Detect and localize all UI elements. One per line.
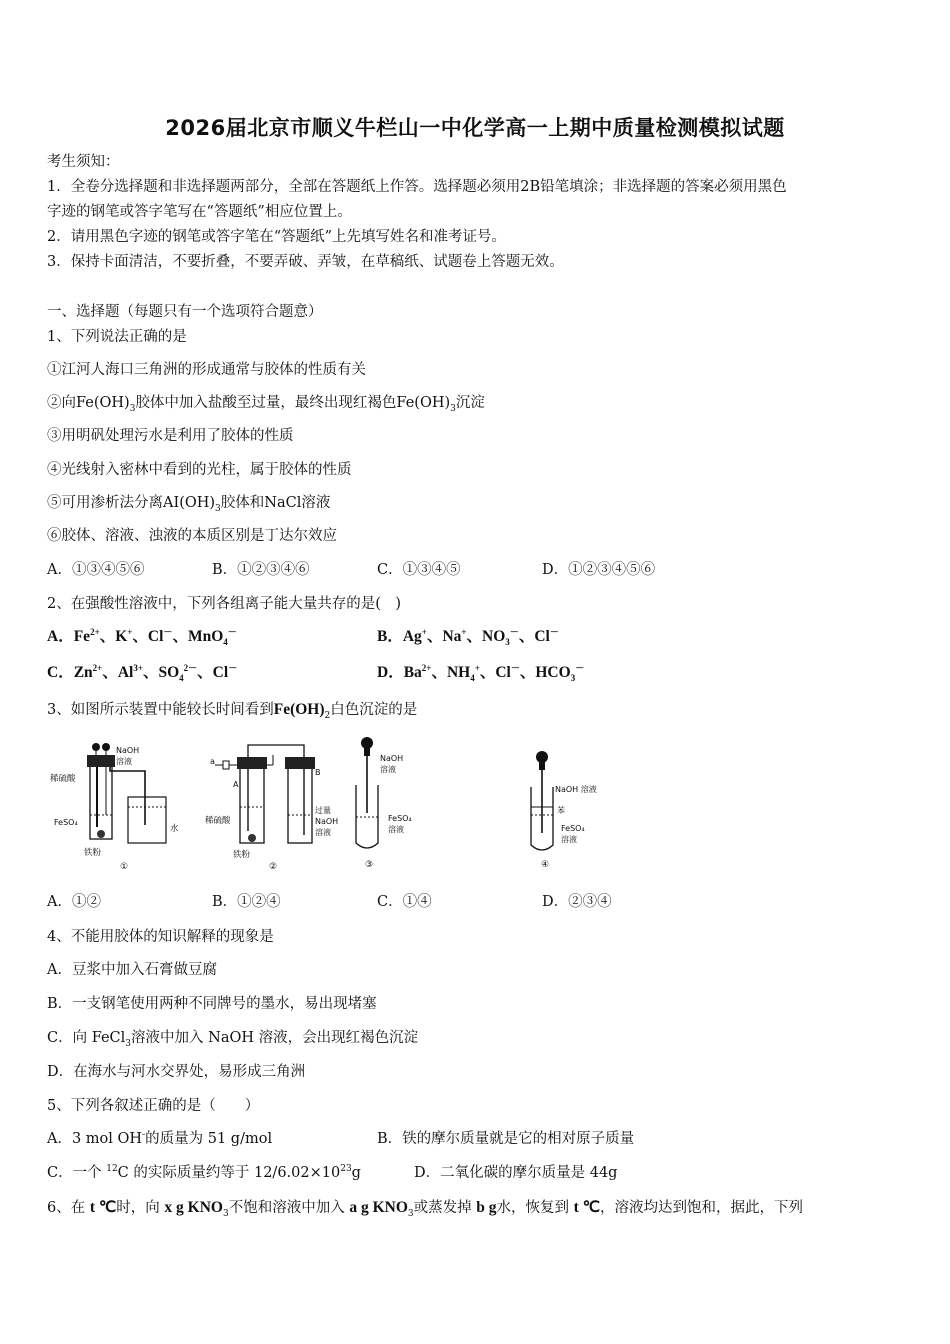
fig4-label-benzene: 苯 xyxy=(557,806,565,815)
fig3-label-naoh-sol: 溶液 xyxy=(380,765,396,774)
fig2-label-fe: 铁粉 xyxy=(233,850,251,860)
q5-option-b[interactable]: B．铁的摩尔质量就是它的相对原子质量 xyxy=(377,1131,635,1147)
notice-line-1a: 1．全卷分选择题和非选择题两部分，全部在答题纸上作答。选择题必须用2B铅笔填涂；非选择题的答案必须用黑色 xyxy=(47,179,787,195)
q2-option-c[interactable]: C．$Zn^{2+}$、$Al^{3+}$、$SO_4^{2-}$、Cl－ xyxy=(47,662,238,684)
notice-line-3: 3．保持卡面清洁，不要折叠，不要弄破、弄皱，在草稿纸、试题卷上答题无效。 xyxy=(47,254,564,270)
fig4-label-naoh: NaOH 溶液 xyxy=(555,785,597,794)
q4-option-b[interactable]: B．一支钢笔使用两种不同牌号的墨水，易出现堵塞 xyxy=(47,996,377,1012)
fig3-label-naoh: NaOH xyxy=(380,754,404,763)
fig4-label-sol: 溶液 xyxy=(561,835,577,844)
fig2-label-over: 过量 xyxy=(315,806,331,815)
section-heading: 一、选择题（每题只有一个选项符合题意） xyxy=(47,304,323,320)
q6-stem: 6、在 t ℃时，向 x g $KNO_3$不饱和溶液中加入 a g $KNO_3$或蒸发掉 b g水，恢复到 t ℃，溶液均达到饱和，据此，下列 xyxy=(47,1199,804,1219)
q4-option-c[interactable]: C．向 FeCl$_3$溶液中加入 NaOH 溶液，会出现红褐色沉淀 xyxy=(47,1030,419,1049)
fig1-number: ① xyxy=(120,862,129,872)
q3-option-b[interactable]: B．①②④ xyxy=(212,894,281,910)
q2-option-b[interactable]: B．Ag+、Na+、$NO_3^-$、Cl－ xyxy=(377,626,559,648)
q3-option-d[interactable]: D．②③④ xyxy=(542,894,612,910)
fig2-number: ② xyxy=(269,862,278,872)
q5-option-c[interactable]: C．一个 $^{12}$C 的实际质量约等于 $12/6.02\times 10^{23}g$ xyxy=(47,1164,361,1181)
q3-option-c[interactable]: C．①④ xyxy=(377,894,432,910)
q1-option-c[interactable]: C．①③④⑤ xyxy=(377,562,461,578)
q3-option-a[interactable]: A．①② xyxy=(47,894,101,910)
apparatus-figure-2 xyxy=(205,735,345,875)
fig2-label-A: A xyxy=(233,780,239,789)
fig3-label-feso4: FeSO₄ xyxy=(388,814,412,823)
fig2-label-naoh: NaOH xyxy=(315,817,339,826)
page-title: 2026届北京市顺义牛栏山一中化学高一上期中质量检测模拟试题 xyxy=(165,116,785,140)
q1-option-b[interactable]: B．①②③④⑥ xyxy=(212,562,310,578)
fig2-label-acid: 稀硫酸 xyxy=(205,816,231,826)
q1-option-a[interactable]: A．①③④⑤⑥ xyxy=(47,562,145,578)
fig3-label-sol: 溶液 xyxy=(388,825,404,834)
q1-statement-2: ②向$Fe(OH)_3$胶体中加入盐酸至过量，最终出现红褐色$Fe(OH)_3$沉淀 xyxy=(47,395,485,414)
q5-stem: 5、下列各叙述正确的是（ ） xyxy=(47,1098,260,1114)
q1-statement-1: ①江河人海口三角洲的形成通常与胶体的性质有关 xyxy=(47,362,366,378)
fig1-label-acid: 稀硫酸 xyxy=(50,774,76,784)
q1-statement-5: ⑤可用渗析法分离$AI(OH)_3$胶体和NaCl溶液 xyxy=(47,495,331,514)
q2-option-a[interactable]: A．$Fe^{2+}$、K+、Cl－、MnO$_4$－ xyxy=(47,626,237,648)
notice-heading: 考生须知： xyxy=(47,154,120,170)
apparatus-figure-3 xyxy=(350,735,450,875)
q1-stem: 1、下列说法正确的是 xyxy=(47,329,187,345)
q1-option-d[interactable]: D．①②③④⑤⑥ xyxy=(542,562,656,578)
q1-statement-4: ④光线射入密林中看到的光柱，属于胶体的性质 xyxy=(47,462,352,478)
q5-option-d[interactable]: D．二氧化碳的摩尔质量是 44g xyxy=(414,1165,618,1181)
apparatus-figure-4 xyxy=(525,735,635,875)
notice-line-2: 2．请用黑色字迹的钢笔或答字笔在“答题纸”上先填写姓名和准考证号。 xyxy=(47,229,507,245)
fig2-label-a: a xyxy=(210,757,215,766)
apparatus-figure-1 xyxy=(50,735,190,875)
fig1-label-water: 水 xyxy=(170,824,179,834)
q1-statement-6: ⑥胶体、溶液、浊液的本质区别是丁达尔效应 xyxy=(47,528,337,544)
q1-statement-3: ③用明矾处理污水是利用了胶体的性质 xyxy=(47,428,294,444)
q2-stem: 2、在强酸性溶液中，下列各组离子能大量共存的是( ) xyxy=(47,596,402,612)
fig4-number: ④ xyxy=(541,860,550,870)
q4-stem: 4、不能用胶体的知识解释的现象是 xyxy=(47,929,274,945)
fig1-label-fe: 铁粉 xyxy=(84,848,102,858)
fig4-label-feso4: FeSO₄ xyxy=(561,824,585,833)
q4-option-a[interactable]: A．豆浆中加入石膏做豆腐 xyxy=(47,962,217,978)
fig1-label-feso4: FeSO₄ xyxy=(54,818,78,827)
fig2-label-sol: 溶液 xyxy=(315,828,331,837)
fig1-label-naoh-sol: 溶液 xyxy=(116,757,132,766)
q5-option-a[interactable]: A．3 mol OH-的质量为 51 g/mol xyxy=(47,1130,273,1147)
fig3-number: ③ xyxy=(365,860,374,870)
q4-option-d[interactable]: D．在海水与河水交界处，易形成三角洲 xyxy=(47,1064,306,1080)
fig1-label-naoh: NaOH xyxy=(116,746,140,755)
notice-line-1b: 字迹的钢笔或答字笔写在“答题纸”相应位置上。 xyxy=(47,204,352,220)
fig2-label-B: B xyxy=(315,768,321,777)
q2-option-d[interactable]: D．$Ba^{2+}$、$NH_4^+$、Cl－、$HCO_3^-$ xyxy=(377,662,585,684)
q3-stem: 3、如图所示装置中能较长时间看到$Fe(OH)_2$白色沉淀的是 xyxy=(47,701,418,721)
